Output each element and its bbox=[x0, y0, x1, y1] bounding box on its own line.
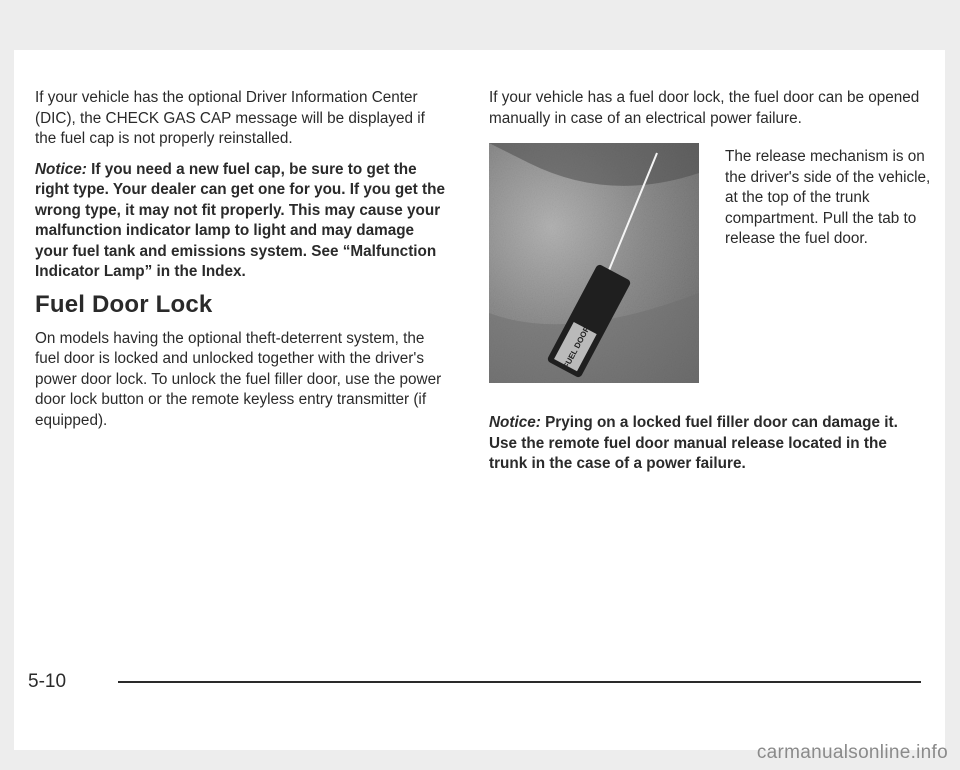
left-column bbox=[35, 88, 450, 431]
release-tab-illustration bbox=[489, 143, 699, 383]
notice-text: If you need a new fuel cap, be sure to get the right type. Your dealer can get one for you. If you get the wrong type, it may not fit properly. This may cause your malfunction indicator lamp to light and may damage your fuel tank and emissions system. See “Malfunction Indicator Lamp” in the Index. bbox=[35, 160, 445, 280]
notice-label: Notice: bbox=[35, 160, 87, 178]
release-mechanism-text: The release mechanism is on the driver's side of the vehicle, at the top of the trunk compartment. Pull the tab to release the fuel door. bbox=[725, 148, 931, 247]
dic-paragraph: If your vehicle has the optional Driver Information Center (DIC), the CHECK GAS CAP message will be displayed if the fuel cap is not properly reinstalled. bbox=[35, 89, 425, 147]
right-column bbox=[489, 88, 929, 475]
page-number: 5-10 bbox=[28, 671, 67, 692]
notice-text: Prying on a locked fuel filler door can damage it. Use the remote fuel door manual release located in the trunk in the case of a power failure. bbox=[489, 414, 898, 472]
footer-rule bbox=[118, 681, 921, 683]
notice-label: Notice: bbox=[489, 414, 541, 431]
manual-page bbox=[14, 50, 945, 750]
prying-notice bbox=[489, 413, 929, 475]
site-watermark: carmanualsonline.info bbox=[756, 742, 948, 763]
section-heading: Fuel Door Lock bbox=[35, 290, 213, 318]
release-figure bbox=[489, 143, 929, 383]
tab-label: FUEL DOOR bbox=[561, 324, 592, 371]
power-failure-paragraph: If your vehicle has a fuel door lock, the fuel door can be opened manually in case of an electrical power failure. bbox=[489, 89, 920, 127]
release-tab-photo bbox=[489, 143, 699, 383]
fuel-cap-notice bbox=[35, 160, 450, 283]
fuel-door-lock-paragraph: On models having the optional theft-deterrent system, the fuel door is locked and unlocked together with the driver's power door lock. To unlock the fuel filler door, use the power door lock button or the remote keyless entry transmitter (if equipped). bbox=[35, 329, 442, 429]
